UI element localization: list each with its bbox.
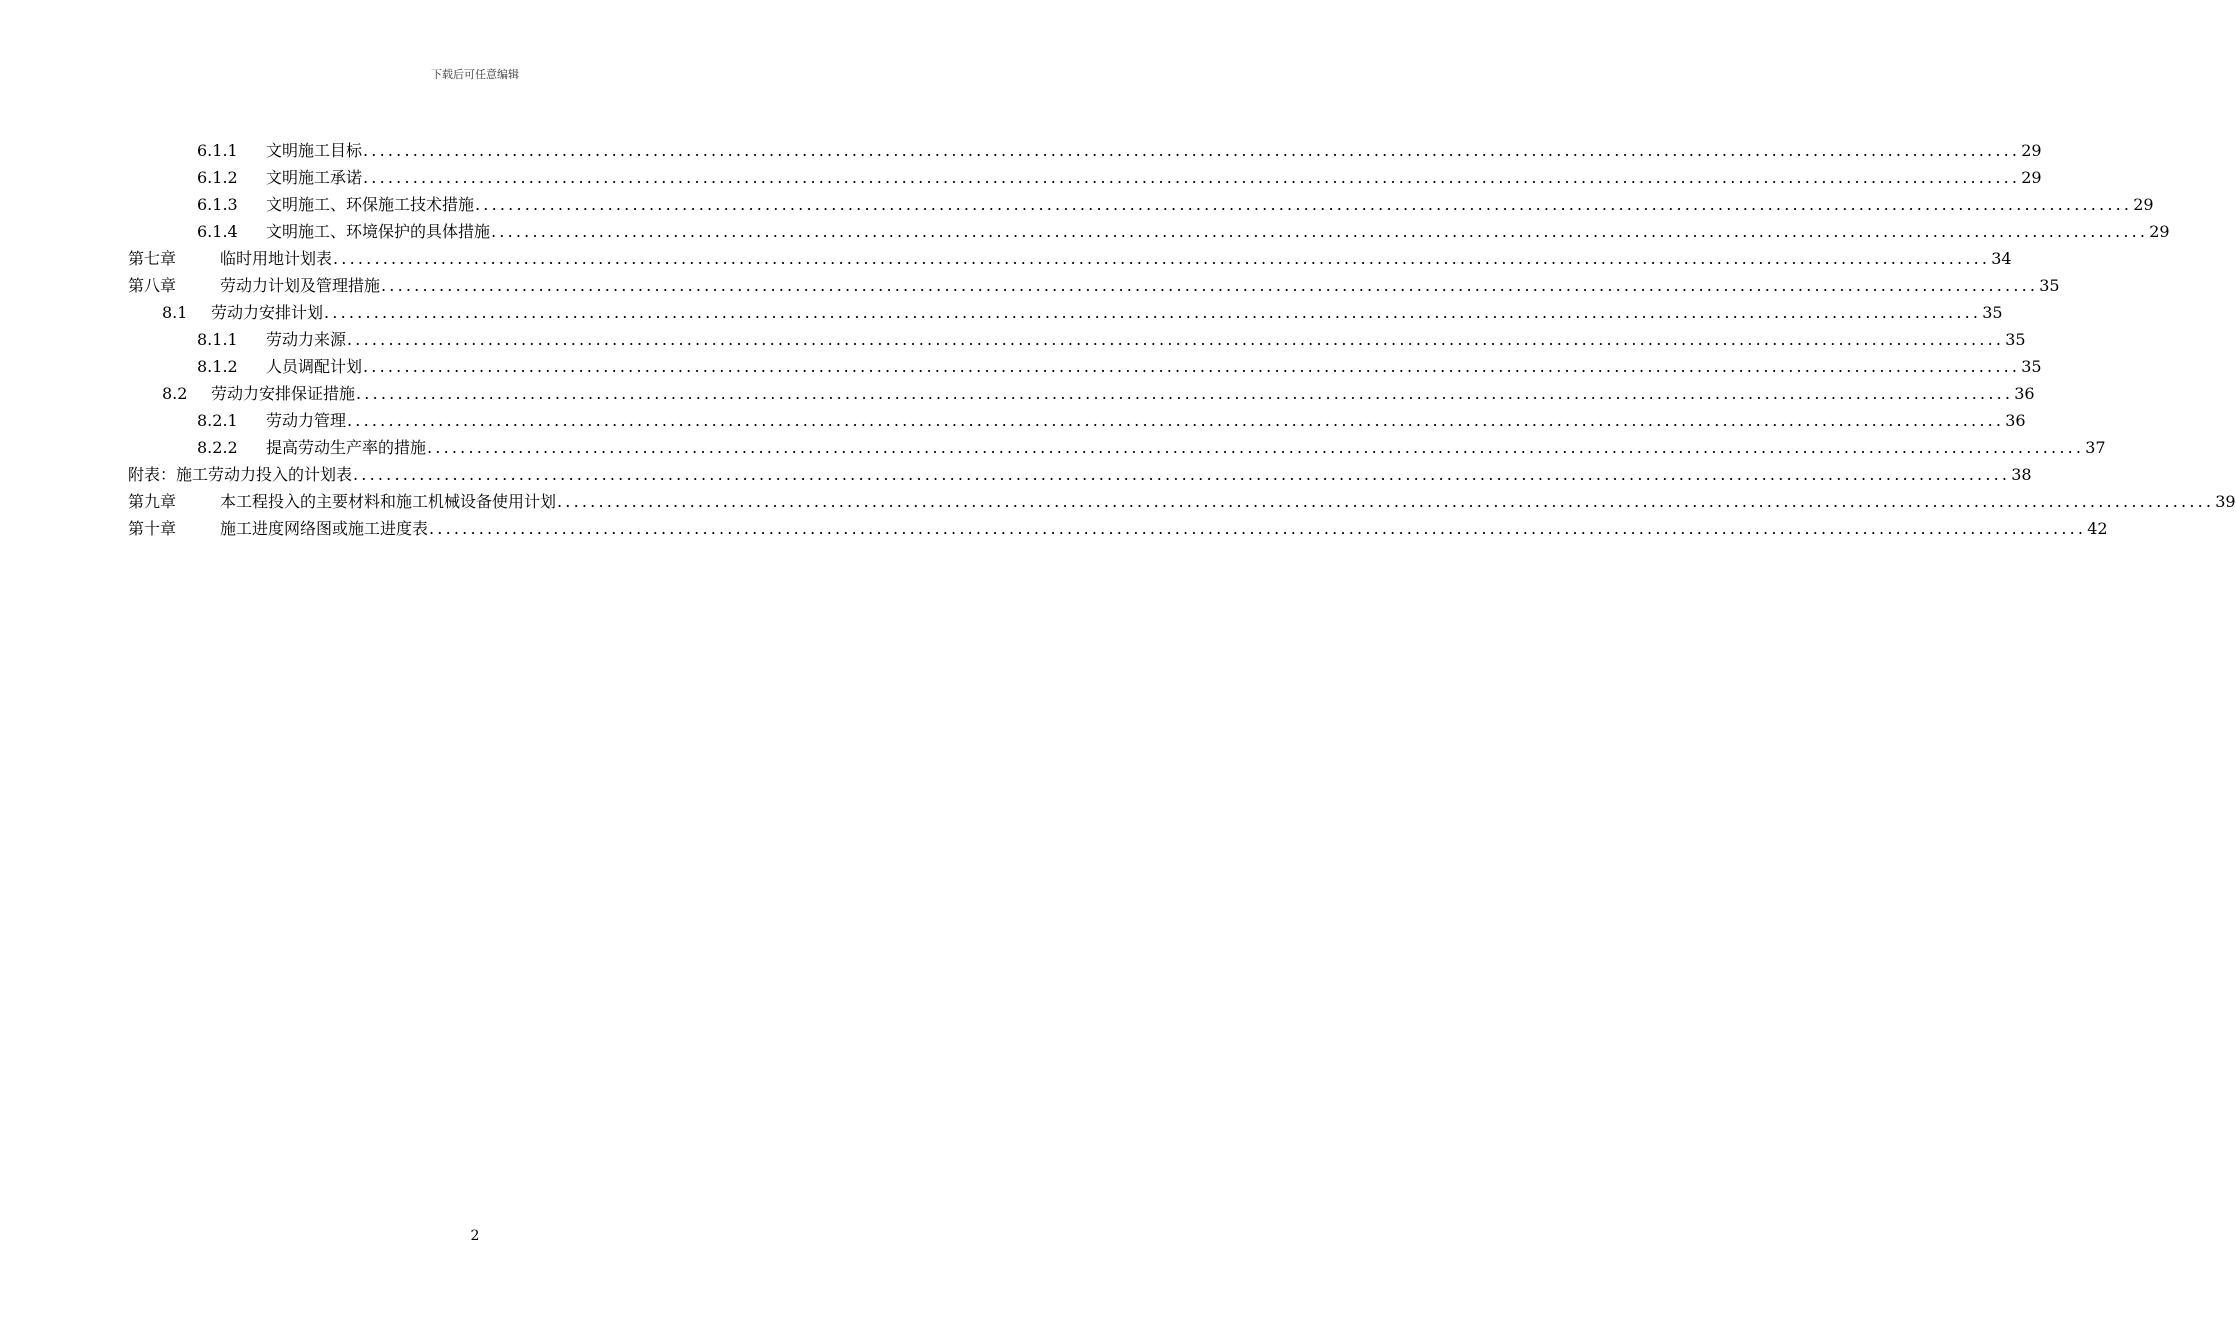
toc-entry-page: 36	[2014, 384, 2035, 403]
toc-entry-page: 34	[1991, 249, 2012, 268]
toc-entry-number: 第八章	[128, 276, 177, 295]
toc-entry-title: 施工进度网络图或施工进度表	[220, 519, 429, 538]
toc-dot-leader: ........................................................................................................................................................................................................	[356, 384, 2014, 403]
toc-entry-title: 临时用地计划表	[220, 249, 333, 268]
toc-dot-leader: ........................................................................................................................................................................................................	[491, 222, 2149, 241]
toc-entry[interactable]	[128, 245, 2012, 272]
toc-entry-title: 提高劳动生产率的措施	[266, 438, 427, 457]
toc-entry[interactable]	[128, 515, 2108, 542]
toc-entry-number: 6.1.4	[197, 222, 238, 241]
toc-entry-number: 8.1.2	[197, 357, 238, 376]
toc-entry[interactable]	[128, 326, 2026, 353]
table-of-contents	[128, 137, 2236, 542]
toc-entry-title: 文明施工、环境保护的具体措施	[266, 222, 491, 241]
toc-entry-page: 29	[2021, 168, 2042, 187]
toc-entry-page: 42	[2087, 519, 2108, 538]
toc-entry[interactable]	[128, 488, 2236, 515]
toc-entry-number: 第十章	[128, 519, 177, 538]
toc-entry-page: 29	[2021, 141, 2042, 160]
toc-entry-number: 第九章	[128, 492, 177, 511]
toc-entry-page: 39	[2215, 492, 2236, 511]
toc-dot-leader: ........................................................................................................................................................................................................	[353, 465, 2011, 484]
toc-entry-page: 29	[2149, 222, 2170, 241]
toc-entry[interactable]	[128, 434, 2106, 461]
toc-entry-title: 文明施工、环保施工技术措施	[266, 195, 475, 214]
toc-entry-title: 劳动力安排计划	[211, 303, 324, 322]
toc-entry-number: 6.1.1	[197, 141, 238, 160]
toc-entry[interactable]	[128, 461, 2032, 488]
toc-dot-leader: ........................................................................................................................................................................................................	[363, 168, 2021, 187]
toc-dot-leader: ........................................................................................................................................................................................................	[347, 411, 2005, 430]
toc-entry-number: 6.1.2	[197, 168, 238, 187]
toc-entry[interactable]	[128, 299, 2003, 326]
toc-entry-number: 8.2.1	[197, 411, 238, 430]
toc-entry[interactable]	[128, 407, 2026, 434]
toc-entry-title: 文明施工目标	[266, 141, 363, 160]
toc-dot-leader: ........................................................................................................................................................................................................	[475, 195, 2133, 214]
toc-dot-leader: ........................................................................................................................................................................................................	[381, 276, 2039, 295]
toc-entry-page: 37	[2085, 438, 2106, 457]
toc-entry-title: 劳动力安排保证措施	[211, 384, 356, 403]
toc-entry[interactable]	[128, 191, 2154, 218]
toc-dot-leader: ........................................................................................................................................................................................................	[324, 303, 1982, 322]
toc-entry-title: 劳动力来源	[266, 330, 347, 349]
toc-entry-page: 35	[1982, 303, 2003, 322]
toc-entry-title: 本工程投入的主要材料和施工机械设备使用计划	[220, 492, 557, 511]
toc-entry[interactable]	[128, 380, 2035, 407]
toc-dot-leader: ........................................................................................................................................................................................................	[347, 330, 2005, 349]
toc-entry-number: 第七章	[128, 249, 177, 268]
toc-entry-title: 劳动力管理	[266, 411, 347, 430]
toc-dot-leader: ........................................................................................................................................................................................................	[363, 357, 2021, 376]
page-number: 2	[470, 1228, 480, 1244]
toc-entry-page: 29	[2133, 195, 2154, 214]
toc-entry-number: 8.1	[162, 303, 188, 322]
toc-entry[interactable]	[128, 137, 2042, 164]
toc-entry-page: 35	[2005, 330, 2026, 349]
toc-entry-title: 文明施工承诺	[266, 168, 363, 187]
toc-dot-leader: ........................................................................................................................................................................................................	[333, 249, 1991, 268]
toc-entry-number: 8.2	[162, 384, 188, 403]
toc-entry-page: 36	[2005, 411, 2026, 430]
toc-entry-page: 38	[2011, 465, 2032, 484]
toc-dot-leader: ........................................................................................................................................................................................................	[363, 141, 2021, 160]
toc-dot-leader: ........................................................................................................................................................................................................	[557, 492, 2215, 511]
toc-entry-page: 35	[2021, 357, 2042, 376]
toc-entry[interactable]	[128, 164, 2042, 191]
page-header: 下载后可任意编辑	[431, 68, 519, 81]
toc-entry[interactable]	[128, 353, 2042, 380]
toc-entry[interactable]	[128, 272, 2060, 299]
toc-entry-number: 6.1.3	[197, 195, 238, 214]
toc-entry-title: 附表：施工劳动力投入的计划表	[128, 465, 353, 484]
toc-entry-title: 人员调配计划	[266, 357, 363, 376]
toc-entry-number: 8.2.2	[197, 438, 238, 457]
toc-dot-leader: ........................................................................................................................................................................................................	[429, 519, 2087, 538]
toc-entry-page: 35	[2039, 276, 2060, 295]
toc-entry[interactable]	[128, 218, 2170, 245]
toc-dot-leader: ........................................................................................................................................................................................................	[427, 438, 2085, 457]
toc-entry-number: 8.1.1	[197, 330, 238, 349]
toc-entry-title: 劳动力计划及管理措施	[220, 276, 381, 295]
